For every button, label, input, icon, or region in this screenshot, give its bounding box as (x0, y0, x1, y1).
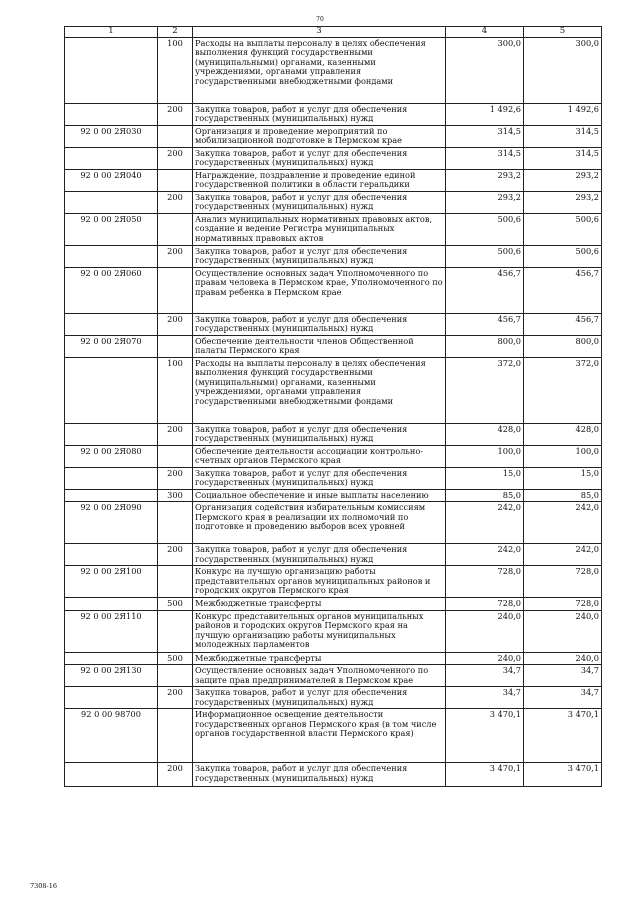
table-cell-target-code: 92 0 00 2Я080 (65, 445, 158, 467)
table-cell-amount-year1: 100,0 (446, 445, 524, 467)
table-cell-amount-year1: 293,2 (446, 191, 524, 213)
table-cell-target-code (65, 544, 158, 566)
table-cell-amount-year2: 1 492,6 (524, 103, 602, 125)
table-cell-description: Награждение, поздравление и проведение единой государственной политики в области геральдики (193, 169, 446, 191)
table-cell-target-code: 92 0 00 2Я130 (65, 665, 158, 687)
table-cell-amount-year1: 728,0 (446, 598, 524, 611)
table-cell-amount-year2: 293,2 (524, 169, 602, 191)
table-row (65, 566, 602, 598)
table-cell-amount-year1: 314,5 (446, 125, 524, 147)
table-cell-expense-type (158, 610, 193, 652)
table-cell-description: Организация и проведение мероприятий по мобилизационной подготовке в Пермском крае (193, 125, 446, 147)
table-cell-description: Организация содействия избирательным комиссиям Пермского края в реализации их полномочий по подготовке и проведению выборов всех уровней (193, 502, 446, 544)
table-cell-expense-type: 200 (158, 147, 193, 169)
table-cell-amount-year1: 500,6 (446, 213, 524, 245)
table-cell-amount-year2: 314,5 (524, 125, 602, 147)
table-cell-expense-type: 200 (158, 191, 193, 213)
table-cell-amount-year1: 15,0 (446, 467, 524, 489)
table-row (65, 191, 602, 213)
table-row (65, 37, 602, 103)
table-cell-amount-year2: 293,2 (524, 191, 602, 213)
table-cell-description: Закупка товаров, работ и услуг для обеспечения государственных (муниципальных) нужд (193, 544, 446, 566)
table-cell-description: Обеспечение деятельности ассоциации контрольно-счетных органов Пермского края (193, 445, 446, 467)
table-cell-target-code (65, 147, 158, 169)
table-cell-description: Закупка товаров, работ и услуг для обеспечения государственных (муниципальных) нужд (193, 103, 446, 125)
page-number: 70 (316, 16, 324, 23)
table-cell-expense-type: 200 (158, 763, 193, 787)
table-cell-expense-type: 100 (158, 37, 193, 103)
table-cell-amount-year2: 34,7 (524, 687, 602, 709)
table-cell-amount-year2: 34,7 (524, 665, 602, 687)
table-cell-amount-year1: 3 470,1 (446, 763, 524, 787)
table-cell-amount-year1: 456,7 (446, 313, 524, 335)
table-cell-description: Осуществление основных задач Уполномоченного по правам человека в Пермском крае, Уполномоченного по правам ребенка в Пермском крае (193, 267, 446, 313)
table-cell-amount-year2: 85,0 (524, 489, 602, 502)
table-cell-expense-type (158, 169, 193, 191)
table-row (65, 544, 602, 566)
column-header: 1 (65, 27, 158, 38)
table-cell-amount-year2: 100,0 (524, 445, 602, 467)
table-row (65, 103, 602, 125)
table-cell-target-code (65, 191, 158, 213)
table-row (65, 147, 602, 169)
table-cell-target-code: 92 0 00 2Я030 (65, 125, 158, 147)
table-cell-description: Расходы на выплаты персоналу в целях обеспечения выполнения функций государственными (муниципальными) органами, казенными учреждениями, органами управления государственными внебюджетными фондами (193, 37, 446, 103)
table-row (65, 502, 602, 544)
table-cell-expense-type (158, 445, 193, 467)
table-cell-target-code (65, 245, 158, 267)
column-number-row (65, 27, 602, 38)
table-cell-amount-year1: 240,0 (446, 652, 524, 665)
table-cell-target-code (65, 598, 158, 611)
table-cell-description: Закупка товаров, работ и услуг для обеспечения государственных (муниципальных) нужд (193, 687, 446, 709)
table-cell-expense-type (158, 502, 193, 544)
table-cell-amount-year2: 456,7 (524, 267, 602, 313)
table-cell-amount-year2: 372,0 (524, 357, 602, 423)
table-cell-description: Закупка товаров, работ и услуг для обеспечения государственных (муниципальных) нужд (193, 147, 446, 169)
table-cell-description: Закупка товаров, работ и услуг для обеспечения государственных (муниципальных) нужд (193, 423, 446, 445)
table-row (65, 687, 602, 709)
table-cell-target-code: 92 0 00 2Я060 (65, 267, 158, 313)
table-cell-description: Анализ муниципальных нормативных правовых актов, создание и ведение Регистра муниципальных нормативных правовых актов (193, 213, 446, 245)
table-cell-amount-year2: 240,0 (524, 652, 602, 665)
table-row (65, 125, 602, 147)
table-cell-expense-type: 500 (158, 598, 193, 611)
table-row (65, 763, 602, 787)
table-cell-description: Конкурс на лучшую организацию работы представительных органов муниципальных районов и городских округов Пермского края (193, 566, 446, 598)
table-cell-amount-year1: 1 492,6 (446, 103, 524, 125)
table-row (65, 423, 602, 445)
table-cell-amount-year1: 456,7 (446, 267, 524, 313)
table-cell-amount-year1: 300,0 (446, 37, 524, 103)
table-cell-amount-year2: 240,0 (524, 610, 602, 652)
table-cell-amount-year2: 314,5 (524, 147, 602, 169)
table-cell-description: Обеспечение деятельности членов Общественной палаты Пермского края (193, 335, 446, 357)
table-cell-amount-year1: 800,0 (446, 335, 524, 357)
table-cell-description: Закупка товаров, работ и услуг для обеспечения государственных (муниципальных) нужд (193, 763, 446, 787)
table-cell-amount-year2: 3 470,1 (524, 709, 602, 763)
table-cell-amount-year1: 728,0 (446, 566, 524, 598)
table-cell-target-code (65, 423, 158, 445)
table-cell-expense-type (158, 335, 193, 357)
table-cell-expense-type: 200 (158, 467, 193, 489)
table-cell-target-code: 92 0 00 2Я100 (65, 566, 158, 598)
table-cell-amount-year1: 293,2 (446, 169, 524, 191)
column-header: 2 (158, 27, 193, 38)
table-cell-expense-type (158, 213, 193, 245)
table-cell-expense-type: 200 (158, 313, 193, 335)
table-cell-amount-year2: 428,0 (524, 423, 602, 445)
table-row (65, 665, 602, 687)
table-cell-amount-year1: 428,0 (446, 423, 524, 445)
table-cell-amount-year1: 85,0 (446, 489, 524, 502)
table-cell-amount-year2: 15,0 (524, 467, 602, 489)
table-row (65, 445, 602, 467)
table-cell-amount-year2: 500,6 (524, 213, 602, 245)
table-row (65, 489, 602, 502)
table-cell-amount-year1: 240,0 (446, 610, 524, 652)
table-cell-amount-year2: 3 470,1 (524, 763, 602, 787)
table-cell-expense-type: 100 (158, 357, 193, 423)
table-cell-expense-type: 200 (158, 245, 193, 267)
table-row (65, 652, 602, 665)
table-cell-description: Межбюджетные трансферты (193, 652, 446, 665)
table-cell-expense-type: 300 (158, 489, 193, 502)
table-cell-target-code (65, 763, 158, 787)
table-cell-target-code: 92 0 00 2Я110 (65, 610, 158, 652)
table-cell-target-code: 92 0 00 2Я050 (65, 213, 158, 245)
table-cell-expense-type (158, 665, 193, 687)
table-cell-amount-year1: 242,0 (446, 502, 524, 544)
table-cell-amount-year1: 34,7 (446, 687, 524, 709)
table-cell-target-code (65, 313, 158, 335)
table-row (65, 610, 602, 652)
table-cell-target-code (65, 357, 158, 423)
table-cell-target-code (65, 652, 158, 665)
table-row (65, 213, 602, 245)
table-cell-description: Закупка товаров, работ и услуг для обеспечения государственных (муниципальных) нужд (193, 467, 446, 489)
table-row (65, 335, 602, 357)
table-cell-description: Конкурс представительных органов муниципальных районов и городских округов Пермского края на лучшую организацию работы муниципальных молодежных парламентов (193, 610, 446, 652)
table-cell-expense-type: 200 (158, 103, 193, 125)
table-cell-target-code: 92 0 00 2Я040 (65, 169, 158, 191)
table-cell-amount-year2: 300,0 (524, 37, 602, 103)
table-cell-expense-type: 200 (158, 687, 193, 709)
table-cell-description: Закупка товаров, работ и услуг для обеспечения государственных (муниципальных) нужд (193, 191, 446, 213)
table-row (65, 357, 602, 423)
table-cell-target-code (65, 489, 158, 502)
table-cell-expense-type (158, 267, 193, 313)
table-row (65, 267, 602, 313)
column-header: 5 (524, 27, 602, 38)
document-code: 7308-16 (30, 882, 58, 890)
table-cell-description: Социальное обеспечение и иные выплаты населению (193, 489, 446, 502)
table-row (65, 169, 602, 191)
table-row (65, 467, 602, 489)
table-cell-amount-year2: 728,0 (524, 598, 602, 611)
budget-table (64, 26, 602, 787)
table-cell-target-code (65, 687, 158, 709)
table-cell-target-code (65, 103, 158, 125)
table-cell-description: Межбюджетные трансферты (193, 598, 446, 611)
table-cell-amount-year2: 728,0 (524, 566, 602, 598)
table-cell-amount-year1: 314,5 (446, 147, 524, 169)
table-cell-description: Информационное освещение деятельности государственных органов Пермского края (в том числе органов государственной власти Пермского края) (193, 709, 446, 763)
table-cell-target-code (65, 467, 158, 489)
table-cell-expense-type (158, 566, 193, 598)
table-cell-expense-type: 500 (158, 652, 193, 665)
table-cell-amount-year1: 372,0 (446, 357, 524, 423)
table-cell-target-code: 92 0 00 2Я090 (65, 502, 158, 544)
table-row (65, 598, 602, 611)
table-cell-target-code: 92 0 00 2Я070 (65, 335, 158, 357)
table-cell-target-code: 92 0 00 98700 (65, 709, 158, 763)
column-header: 4 (446, 27, 524, 38)
table-cell-amount-year1: 34,7 (446, 665, 524, 687)
table-row (65, 313, 602, 335)
table-cell-expense-type (158, 125, 193, 147)
table-cell-amount-year2: 500,6 (524, 245, 602, 267)
table-cell-amount-year1: 3 470,1 (446, 709, 524, 763)
table-cell-amount-year1: 242,0 (446, 544, 524, 566)
table-cell-description: Закупка товаров, работ и услуг для обеспечения государственных (муниципальных) нужд (193, 313, 446, 335)
table-cell-amount-year2: 242,0 (524, 544, 602, 566)
table-cell-expense-type: 200 (158, 423, 193, 445)
table-row (65, 709, 602, 763)
table-cell-description: Расходы на выплаты персоналу в целях обеспечения выполнения функций государственными (муниципальными) органами, казенными учреждениями, органами управления государственными внебюджетными фондами (193, 357, 446, 423)
table-cell-amount-year2: 800,0 (524, 335, 602, 357)
table-row (65, 245, 602, 267)
table-cell-amount-year1: 500,6 (446, 245, 524, 267)
table-cell-description: Осуществление основных задач Уполномоченного по защите прав предпринимателей в Пермском крае (193, 665, 446, 687)
table-cell-description: Закупка товаров, работ и услуг для обеспечения государственных (муниципальных) нужд (193, 245, 446, 267)
table-cell-target-code (65, 37, 158, 103)
table-cell-amount-year2: 242,0 (524, 502, 602, 544)
table-cell-amount-year2: 456,7 (524, 313, 602, 335)
table-cell-expense-type: 200 (158, 544, 193, 566)
table-cell-expense-type (158, 709, 193, 763)
column-header: 3 (193, 27, 446, 38)
